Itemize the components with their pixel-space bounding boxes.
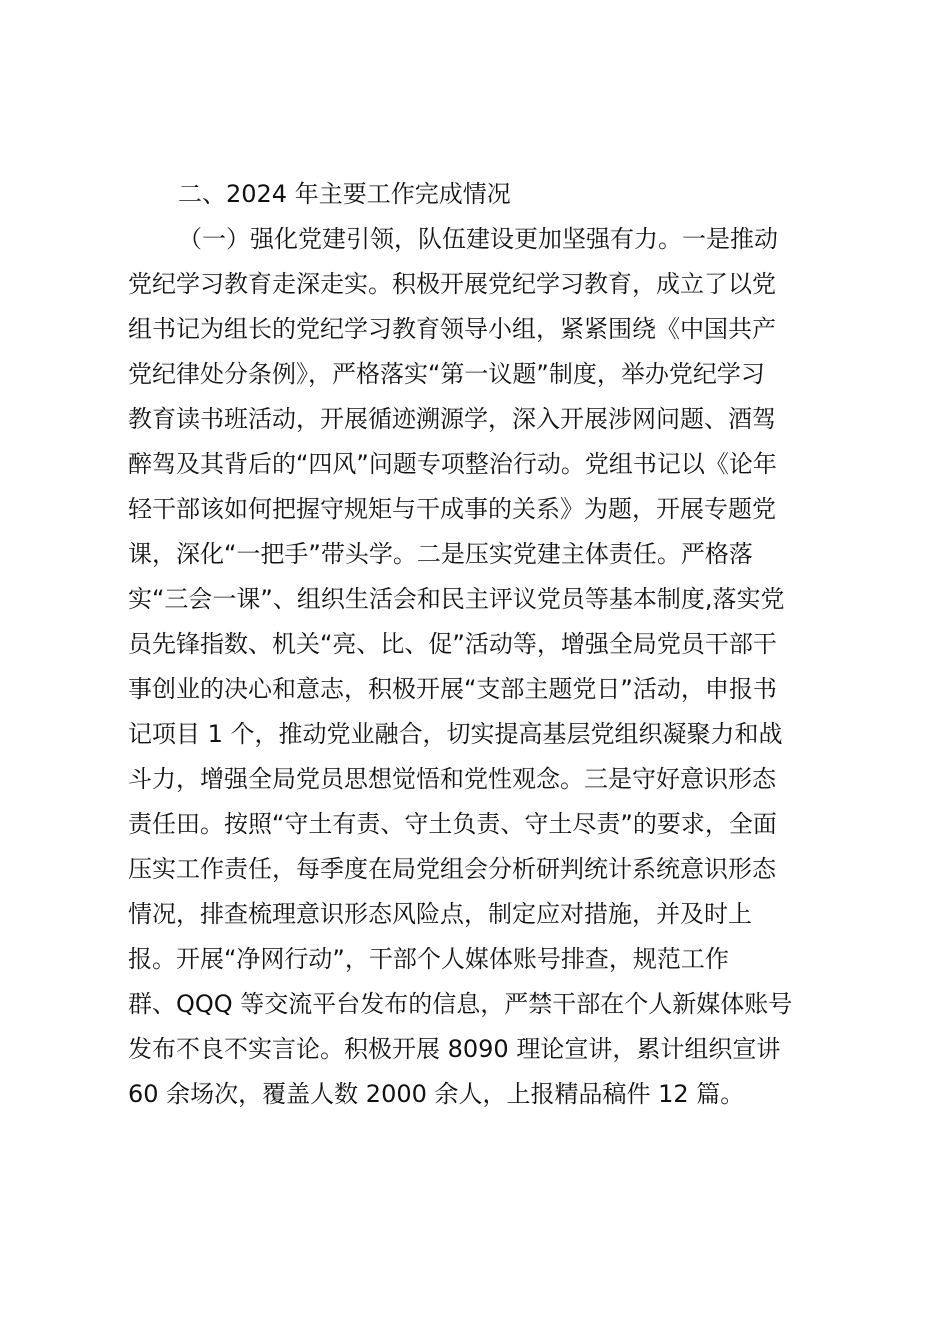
paragraph-line: 员先锋指数、机关“亮、比、促”活动等，增强全局党员干部干 (128, 630, 777, 658)
paragraph-line: 实“三会一课”、组织生活会和民主评议党员等基本制度,落实党 (128, 585, 785, 613)
paragraph-line: 轻干部该如何把握守规矩与干成事的关系》为题，开展专题党 (128, 495, 776, 523)
paragraph-line: 压实工作责任，每季度在局党组会分析研判统计系统意识形态 (128, 855, 776, 883)
paragraph-line: 组书记为组长的党纪学习教育领导小组，紧紧围绕《中国共产 (128, 315, 776, 343)
paragraph-line: 党纪学习教育走深走实。积极开展党纪学习教育，成立了以党 (128, 270, 776, 298)
paragraph-line: 报。开展“净网行动”，干部个人媒体账号排查，规范工作 (128, 945, 729, 973)
paragraph-line: 群、QQQ 等交流平台发布的信息，严禁干部在个人新媒体账号 (128, 990, 793, 1018)
paragraph-line: 事创业的决心和意志，积极开展“支部主题党日”活动，申报书 (128, 675, 777, 703)
paragraph-line: 党纪律处分条例》，严格落实“第一议题”制度，举办党纪学习 (128, 360, 765, 388)
paragraph-line: 斗力，增强全局党员思想觉悟和党性观念。三是守好意识形态 (128, 765, 776, 793)
paragraph-line: （一）强化党建引领，队伍建设更加坚强有力。一是推动 (178, 225, 778, 253)
paragraph-line: 责任田。按照“守土有责、守土负责、守土尽责”的要求，全面 (128, 810, 777, 838)
section-heading: 二、2024 年主要工作完成情况 (178, 180, 511, 208)
paragraph-line: 记项目 1 个，推动党业融合，切实提高基层党组织凝聚力和战 (128, 720, 783, 748)
paragraph-line: 醉驾及其背后的“四风”问题专项整治行动。党组书记以《论年 (128, 450, 777, 478)
paragraph-line: 发布不良不实言论。积极开展 8090 理论宣讲，累计组织宣讲 (128, 1035, 781, 1063)
paragraph-line: 情况，排查梳理意识形态风险点，制定应对措施，并及时上 (128, 900, 752, 928)
paragraph-line: 教育读书班活动，开展循迹溯源学，深入开展涉网问题、酒驾 (128, 405, 776, 433)
paragraph-line: 课，深化“一把手”带头学。二是压实党建主体责任。严格落 (128, 540, 753, 568)
paragraph-line: 60 余场次，覆盖人数 2000 余人，上报精品稿件 12 篇。 (128, 1080, 745, 1108)
